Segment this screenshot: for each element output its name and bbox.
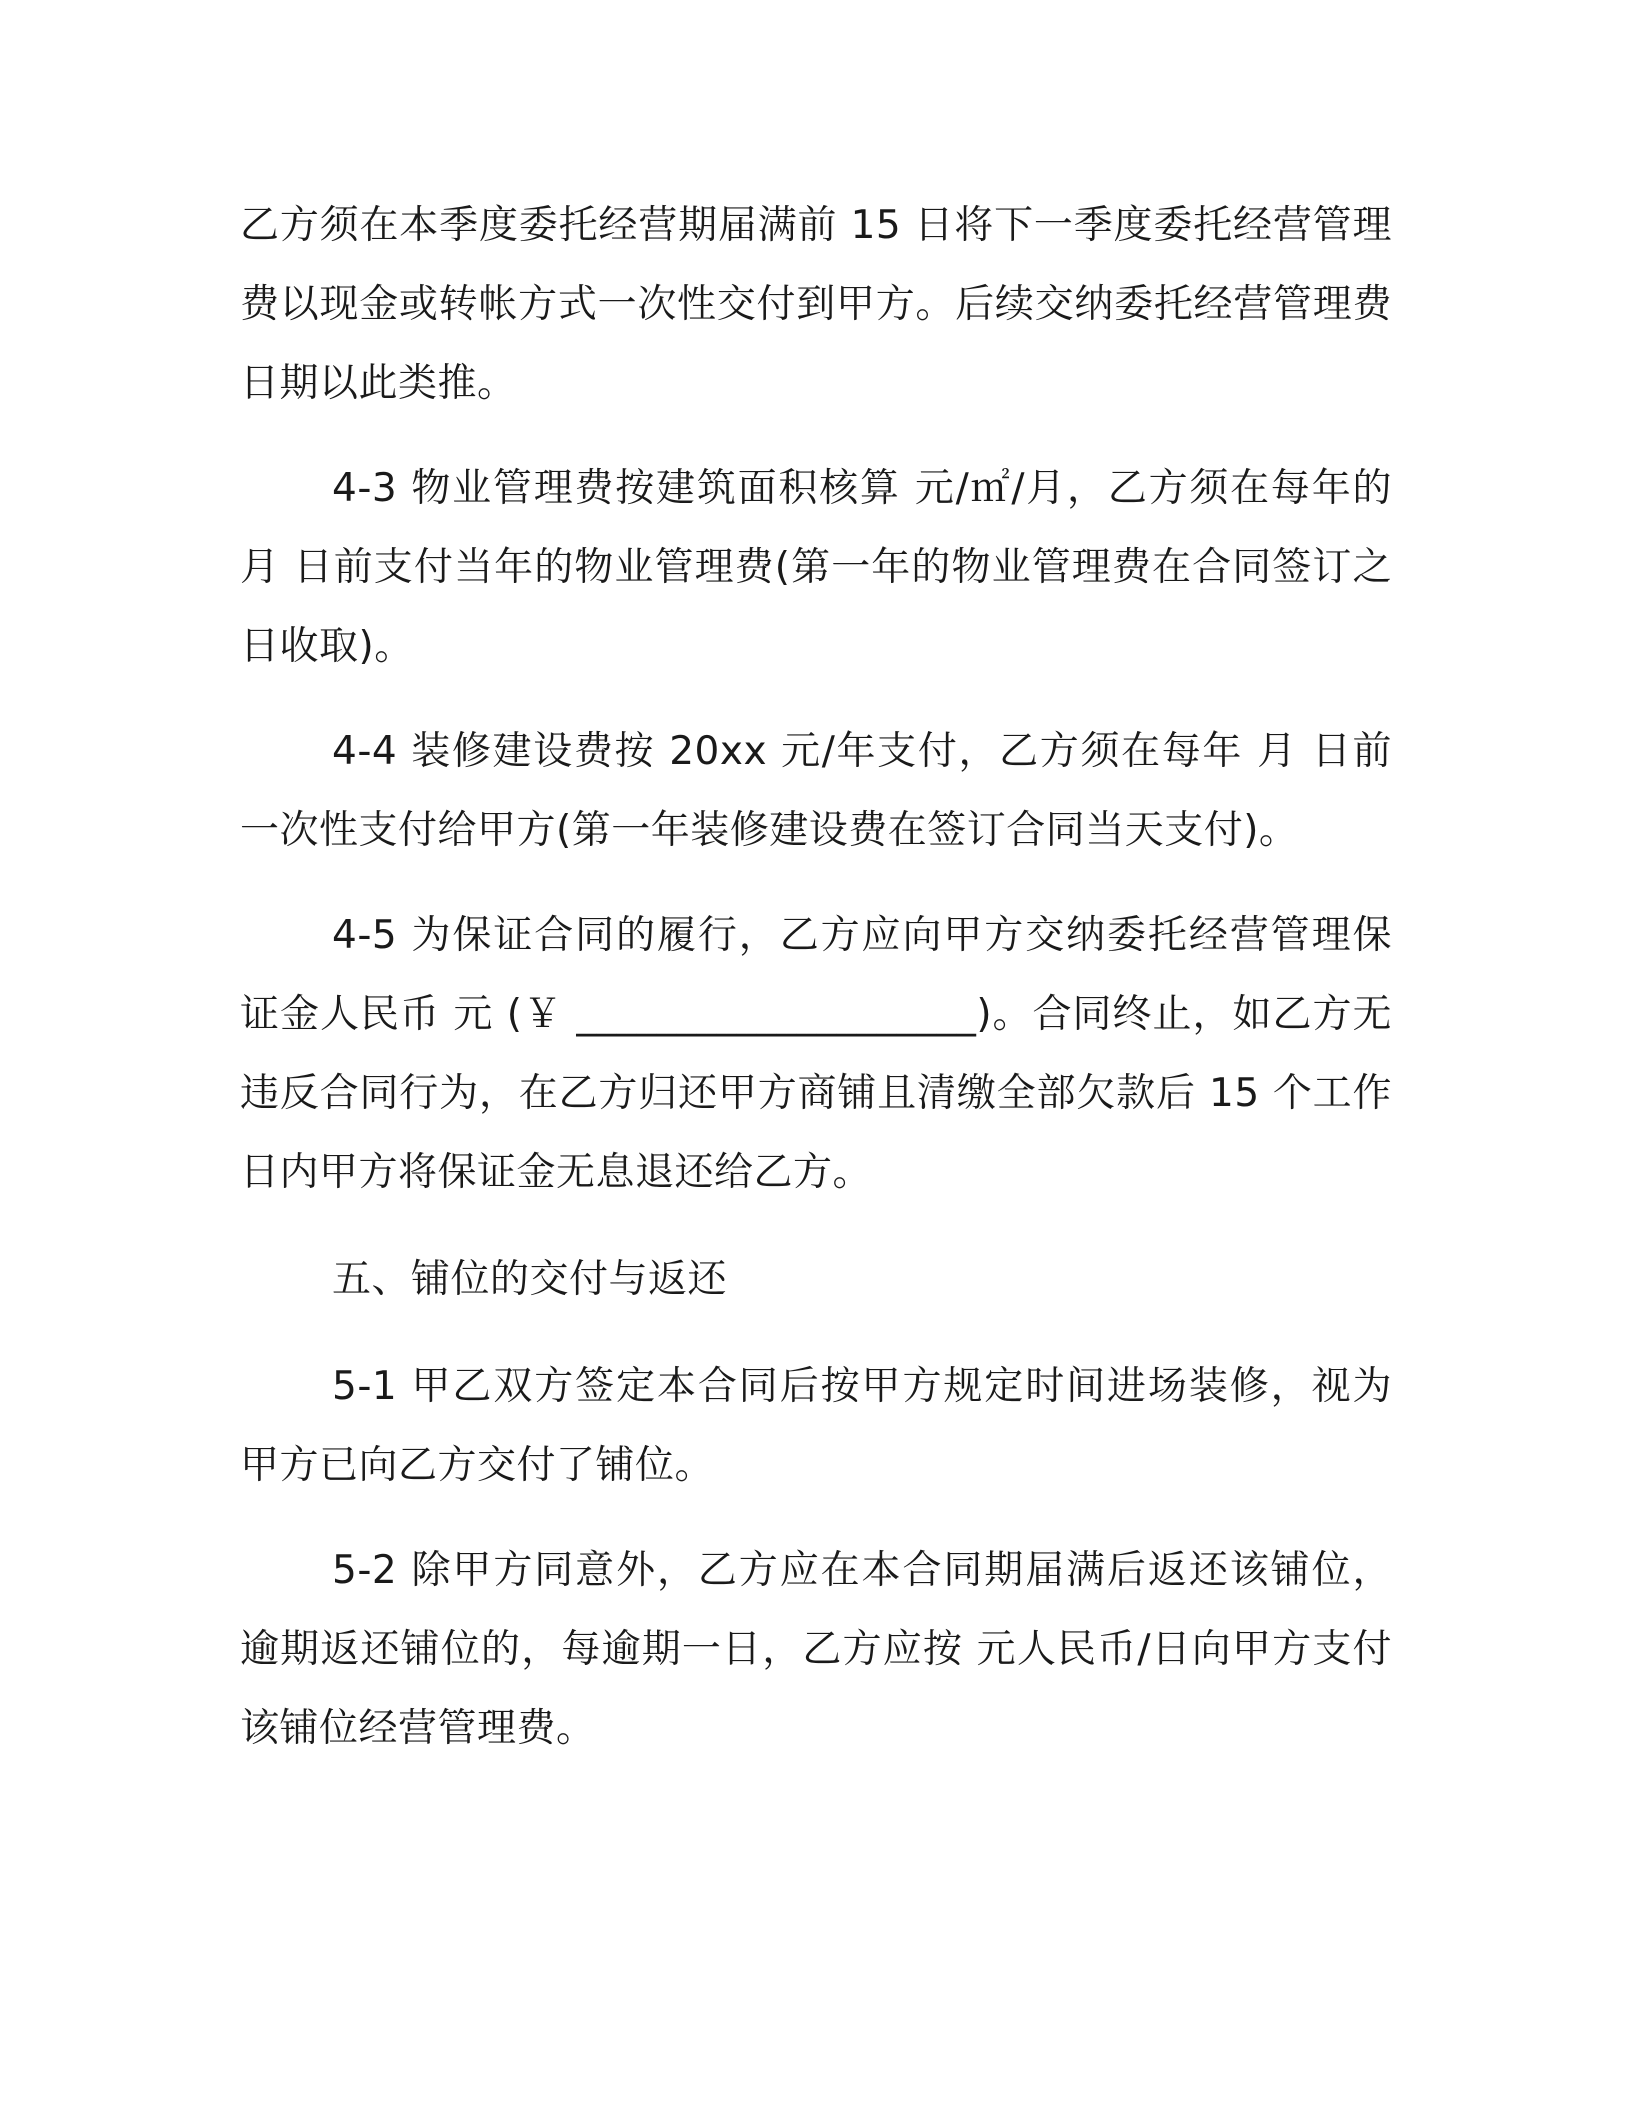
paragraph-payment-continuation: 乙方须在本季度委托经营期届满前 15 日将下一季度委托经营管理费以现金或转帐方式一次性交付到甲方。后续交纳委托经营管理费日期以此类推。 [240,203,1392,406]
clause-4-4-renovation-fee: 4-4 装修建设费按 20xx 元/年支付，乙方须在每年 月 日前一次性支付给甲方(第一年装修建设费在签订合同当天支付)。 [240,729,1392,853]
clause-5-1-delivery: 5-1 甲乙双方签定本合同后按甲方规定时间进场装修，视为甲方已向乙方交付了铺位。 [240,1364,1392,1488]
section-heading-5: 五、铺位的交付与返还 [332,1257,728,1302]
clause-5-2-return: 5-2 除甲方同意外，乙方应在本合同期届满后返还该铺位，逾期返还铺位的，每逾期一日，乙方应按 元人民币/日向甲方支付该铺位经营管理费。 [240,1548,1392,1751]
clause-4-3-property-fee: 4-3 物业管理费按建筑面积核算 元/㎡/月，乙方须在每年的 月 日前支付当年的物业管理费(第一年的物业管理费在合同签订之日收取)。 [240,466,1392,669]
clause-4-5-deposit: 4-5 为保证合同的履行，乙方应向甲方交纳委托经营管理保证金人民币 元 (￥ ____________________)。合同终止，如乙方无违反合同行为，在乙方归还甲方商铺且清缴全部欠款后 15 个工作日内甲方将保证金无息退还给乙方。 [240,913,1392,1195]
document-body [240,186,1392,1768]
